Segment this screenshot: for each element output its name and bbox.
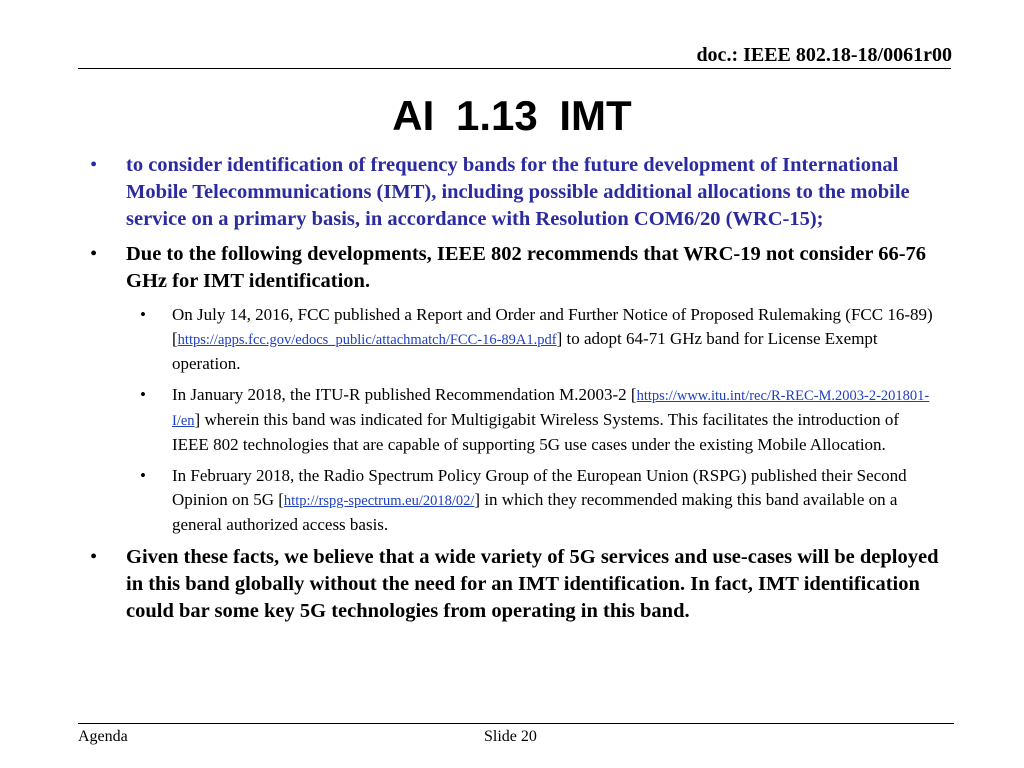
fcc-link[interactable]: https://apps.fcc.gov/edocs_public/attachmatch/FCC-16-89A1.pdf [177,332,557,348]
bullet-conclusion [90,544,960,625]
bullet-text: Due to the following developments, IEEE 802 recommends that WRC-19 not consider 66-76 GHz for IMT identification. [126,243,927,292]
slide-content [90,152,960,633]
document-id: doc.: IEEE 802.18-18/0061r00 [696,44,952,66]
bullet-recommendation [90,241,960,295]
bullet-icon: • [140,385,146,404]
bullet-icon: • [140,466,146,485]
sub-bullet-text: ] wherein this band was indicated for Multigigabit Wireless Systems. This facilitates the introduction of IEEE 802 technologies that are capable of supporting 5G use cases under the existing Mobile Allocation. [172,410,900,454]
footer-agenda: Agenda [78,728,128,745]
sub-bullet-text: ] in which they recommended making this band available on a general authorized access basis. [172,490,898,534]
bullet-icon: • [140,305,146,324]
sub-bullet-text: ] to adopt 64-71 GHz band for License Exempt operation. [172,329,878,373]
sub-bullet-text: In January 2018, the ITU-R published Recommendation M.2003-2 [ [172,385,637,404]
sub-bullet-text: In February 2018, the Radio Spectrum Policy Group of the European Union (RSPG) published their Second Opinion on 5G [ [172,466,907,509]
footer-divider [78,723,954,724]
bullet-icon: • [90,243,98,265]
bullet-icon: • [90,546,98,568]
bullet-icon: • [90,154,98,176]
itu-link[interactable]: https://www.itu.int/rec/R-REC-M.2003-2-201801-I/en [172,388,930,429]
bullet-text: to consider identification of frequency bands for the future development of International Mobile Telecommunications (IMT), including possible additional allocations to the mobile service on a primary basis, in accordance with Resolution COM6/20 (WRC-15); [126,154,910,230]
slide-number: Slide 20 [484,728,537,745]
header-divider [78,68,951,69]
sub-bullet-fcc [140,303,934,376]
sub-bullet-text: On July 14, 2016, FCC published a Report and Order and Further Notice of Proposed Rulemaking (FCC 16-89) [ [172,305,933,348]
bullet-text: Given these facts, we believe that a wide variety of 5G services and use-cases will be deployed in this band globally without the need for an IMT identification. In fact, IMT identification could bar some key 5G technologies from operating in this band. [126,546,939,622]
sub-bullet-rspg [140,464,934,537]
rspg-link[interactable]: http://rspg-spectrum.eu/2018/02/ [283,493,475,509]
slide-title: AI 1.13 IMT [392,92,632,139]
sub-bullet-itu [140,383,934,457]
bullet-resolution [90,152,960,233]
